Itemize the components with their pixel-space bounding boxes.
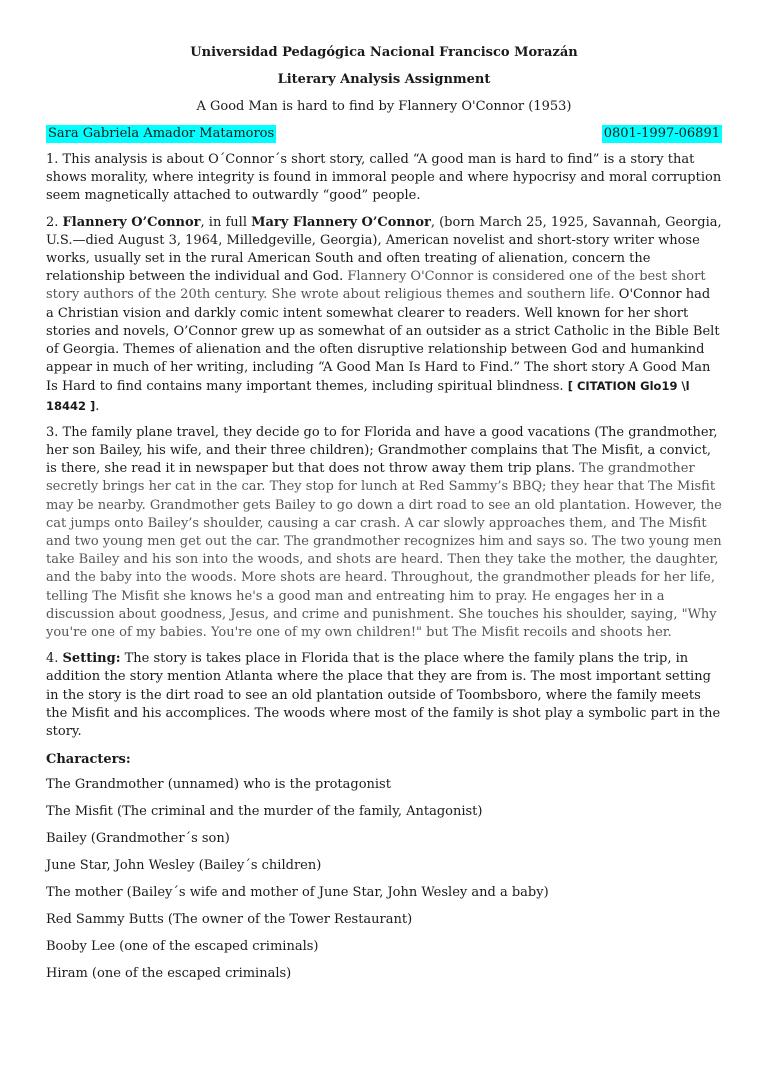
list-item: Hiram (one of the escaped criminals) <box>46 966 292 982</box>
p3-intro: 3. The family plane travel, they decide go to for Florida and have a good vacations (The grandmother, her son Bailey, his wife, and their three children); Grandmother complains that The Misfit, a convict, is there, she read it in newspaper but that does not throw away them trip plans. <box>46 424 718 477</box>
p2-end: . <box>95 398 100 414</box>
citation-field: [ CITATION Glo19 \l 18442 ] <box>46 379 690 413</box>
setting-label: Setting: <box>62 651 121 667</box>
list-item: The Grandmother (unnamed) who is the protagonist <box>46 777 391 793</box>
paragraph-2 <box>46 214 722 416</box>
list-item: Red Sammy Butts (The owner of the Tower Restaurant) <box>46 912 413 928</box>
student-line <box>46 125 722 143</box>
p4-number: 4. <box>46 651 63 667</box>
p4-text: The story is takes place in Florida that is the place where the family plans the trip, in addition the story mention Atlanta where the place that they are from is. The most important setting in the story is the dirt road to see an old plantation outside of Toombsboro, where the family meets the Misfit and his accomplices. The woods where most of the family is shot play a symbolic part in the story. <box>46 651 721 740</box>
list-item: June Star, John Wesley (Bailey´s children) <box>46 858 322 874</box>
p2-bio: , (born March 25, 1925, Savannah, Georgia, U.S.—died August 3, 1964, Milledgeville, Georgia), American novelist and short-story writer whose works, usually set in the rural American South and often treating of alienation, concern the relationship between the individual and God. <box>46 214 722 285</box>
list-item: Booby Lee (one of the escaped criminals) <box>46 939 319 955</box>
student-name: Sara Gabriela Amador Matamoros <box>48 126 275 141</box>
paragraph-1: 1. This analysis is about O´Connor´s short story, called “A good man is hard to find” is a story that shows morality, where integrity is found in immoral people and where hypocrisy and moral corruption seem magnetically attached to outwardly “good” people. <box>46 152 722 204</box>
university-title: Universidad Pedagógica Nacional Francisco Morazán <box>190 45 578 60</box>
p2-author-name: Flannery O’Connor <box>62 214 201 230</box>
p2-in-full: , in full <box>200 214 252 230</box>
characters-heading: Characters: <box>46 752 131 768</box>
p2-number: 2. <box>46 214 63 230</box>
list-item: The mother (Bailey´s wife and mother of June Star, John Wesley and a baby) <box>46 885 549 901</box>
p3-summary: The grandmother secretly brings her cat in the car. They stop for lunch at Red Sammy’s BBQ; they hear that The Misfit may be nearby. Grandmother gets Bailey to go down a dirt road to see an old plantation. However, the cat jumps onto Bailey’s shoulder, causing a car crash. A car slowly approaches them, and The Misfit and two young men get out the car. The grandmother recognizes him and says so. The two young men take Bailey and his son into the woods, and shots are heard. Then they take the mother, the daughter, and the baby into the woods. More shots are heard. Throughout, the grandmother pleads for her life, telling The Misfit she knows he's a good man and entreating him to pray. He engages her in a discussion about goodness, Jesus, and crime and punishment. She touches his shoulder, saying, "Why you're one of my babies. You're one of my own children!" but The Misfit recoils and shoots her. <box>46 461 722 641</box>
document-page <box>0 44 768 1068</box>
characters-list <box>0 771 768 987</box>
p2-rest: O'Connor had a Christian vision and darkly comic intent somewhat clearer to readers. Well known for her short stories and novels, O’Connor grew up as somewhat of an outsider as a strict Catholic in the Bible Belt of Georgia. Themes of alienation and the often disruptive relationship between God and humankind appear in much of her writing, including “A Good Man Is Hard to Find.” The short story A Good Man Is Hard to find contains many important themes, including spiritual blindness. <box>46 287 720 395</box>
list-item: Bailey (Grandmother´s son) <box>46 831 230 847</box>
p2-full-name: Mary Flannery O’Connor <box>251 214 431 230</box>
p2-bio-muted: Flannery O'Connor is considered one of the best short story authors of the 20th century. She wrote about religious themes and southern life. <box>46 269 706 303</box>
paragraph-4 <box>46 650 722 741</box>
list-item: The Misfit (The criminal and the murder of the family, Antagonist) <box>46 804 483 820</box>
assignment-title: Literary Analysis Assignment <box>277 72 491 87</box>
paragraph-3 <box>46 424 722 642</box>
work-title: A Good Man is hard to find by Flannery O'Connor (1953) <box>196 99 572 114</box>
student-id: 0801-1997-06891 <box>603 126 720 141</box>
